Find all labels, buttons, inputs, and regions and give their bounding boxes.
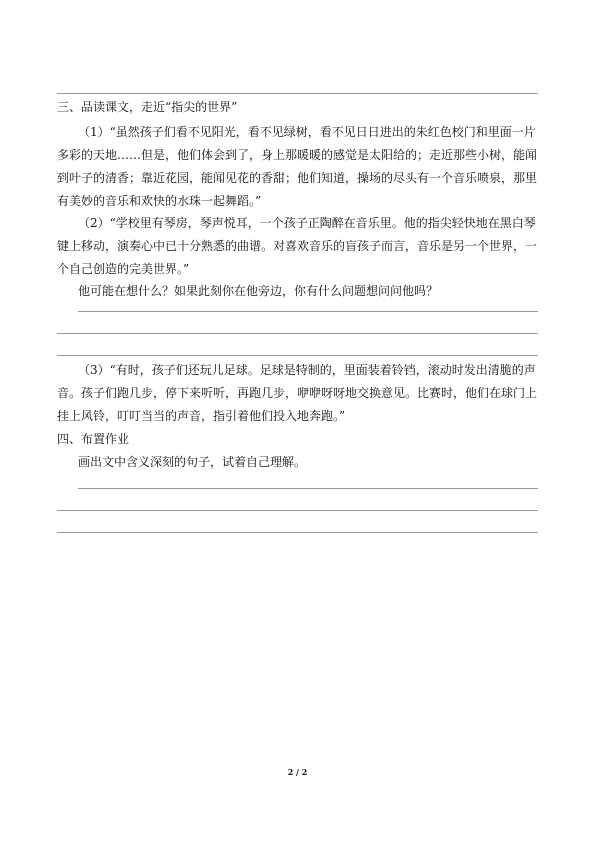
paragraph-1-line-3: 到叶子的清香；靠近花园，能闻见花的香甜；他们知道，操场的尽头有一个音乐喷泉，那里	[57, 171, 538, 185]
top-divider	[57, 93, 538, 94]
section-4-heading: 四、布置作业	[57, 432, 130, 446]
homework-line-3[interactable]	[57, 532, 538, 533]
paragraph-1-line-4: 有美妙的音乐和欢快的水珠一起舞蹈。”	[57, 194, 262, 208]
answer-line-2[interactable]	[57, 333, 538, 334]
paragraph-3-line-1: （3）“有时，孩子们还玩儿足球。足球是特制的，里面装着铃铛，滚动时发出清脆的声	[78, 363, 536, 377]
section-3-heading: 三、品读课文，走近“指尖的世界”	[57, 100, 238, 114]
paragraph-2-line-1: （2）“学校里有琴房，琴声悦耳，一个孩子正陶醉在音乐里。他的指尖轻快地在黑白琴	[78, 216, 536, 230]
paragraph-3-line-2: 音。孩子们跑几步，停下来听听，再跑几步，咿咿呀呀地交换意见。比赛时，他们在球门上	[57, 386, 538, 400]
homework-task: 画出文中含义深刻的句子，试着自己理解。	[78, 455, 307, 469]
page-number: 2 / 2	[287, 767, 308, 777]
answer-line-3[interactable]	[57, 355, 538, 356]
paragraph-2-line-2: 键上移动，演奏心中已十分熟悉的曲谱。对喜欢音乐的盲孩子而言，音乐是另一个世界，一	[57, 239, 538, 253]
paragraph-2-line-3: 个自己创造的完美世界。”	[57, 262, 190, 276]
homework-line-1[interactable]	[78, 488, 538, 489]
paragraph-1-line-1: （1）“虽然孩子们看不见阳光，看不见绿树，看不见日日进出的朱红色校门和里面一片	[78, 125, 536, 139]
homework-line-2[interactable]	[57, 510, 538, 511]
paragraph-3-line-3: 挂上风铃，叮叮当当的声音，指引着他们投入地奔跑。”	[57, 409, 346, 423]
question-text: 他可能在想什么？如果此刻你在他旁边，你有什么问题想问问他吗？	[78, 284, 439, 298]
paragraph-1-line-2: 多彩的天地……但是，他们体会到了，身上那暖暖的感觉是太阳给的；走近那些小树，能闻	[57, 148, 538, 162]
answer-line-1[interactable]	[78, 311, 538, 312]
